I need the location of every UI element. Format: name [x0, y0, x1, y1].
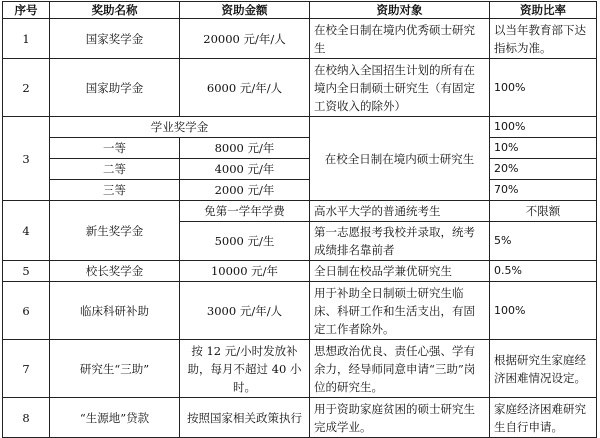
row-name: 研究生“三助”: [50, 340, 180, 398]
table-row: [3, 340, 597, 398]
sub-target: 高水平大学的普通统考生: [310, 201, 490, 222]
sub-target: 第一志愿报考我校并录取，统考成绩排名靠前者: [310, 222, 490, 261]
row-target: 在校全日制在境内优秀硕士研究生: [310, 19, 490, 59]
level-ratio: 20%: [490, 159, 597, 180]
table-row: [3, 159, 597, 180]
level-ratio: 70%: [490, 180, 597, 201]
row-ratio: 以当年教育部下达指标为准。: [490, 19, 597, 59]
header-ratio: 资助比率: [490, 2, 597, 19]
row-name: 学业奖学金: [50, 117, 310, 138]
level-label: 三等: [50, 180, 180, 201]
sub-amount: 5000 元/生: [180, 222, 310, 261]
row-name: 临床科研补助: [50, 282, 180, 340]
row-target: 在校全日制在境内硕士研究生: [310, 117, 490, 201]
row-ratio: 100%: [490, 59, 597, 117]
row-target: 思想政治优良、责任心强、学有余力，经导师同意申请“三助”岗位的研究生。: [310, 340, 490, 398]
header-name: 奖助名称: [50, 2, 180, 19]
sub-amount: 免第一学年学费: [180, 201, 310, 222]
row-no: 2: [3, 59, 50, 117]
row-no: 7: [3, 340, 50, 398]
table-row: [3, 180, 597, 201]
table-row: [3, 117, 597, 138]
row-no: 6: [3, 282, 50, 340]
row-name: 国家助学金: [50, 59, 180, 117]
row-no: 1: [3, 19, 50, 59]
level-label: 一等: [50, 138, 180, 159]
row-amount: 按照国家相关政策执行: [180, 398, 310, 438]
row-amount: 3000 元/年/人: [180, 282, 310, 340]
row-amount: 按 12 元/小时发放补助，每月不超过 40 小时。: [180, 340, 310, 398]
header-target: 资助对象: [310, 2, 490, 19]
row-no: 4: [3, 201, 50, 261]
header-amount: 资助金额: [180, 2, 310, 19]
sub-ratio: 不限额: [490, 201, 597, 222]
row-no: 8: [3, 398, 50, 438]
row-ratio: 0.5%: [490, 261, 597, 282]
scholarship-table: [2, 1, 597, 438]
level-amount: 8000 元/年: [180, 138, 310, 159]
header-no: 序号: [3, 2, 50, 19]
row-target: 在校纳入全国招生计划的所有在境内全日制硕士研究生（有固定工资收入的除外）: [310, 59, 490, 117]
row-ratio: 根据研究生家庭经济困难情况设定。: [490, 340, 597, 398]
table-row: [3, 261, 597, 282]
sub-ratio: 5%: [490, 222, 597, 261]
row-no: 3: [3, 117, 50, 201]
row-name: 国家奖学金: [50, 19, 180, 59]
row-target: 用于补助全日制硕士研究生临床、科研工作和生活支出，有固定工作者除外。: [310, 282, 490, 340]
level-ratio: 10%: [490, 138, 597, 159]
row-ratio: 100%: [490, 117, 597, 138]
row-amount: 6000 元/年/人: [180, 59, 310, 117]
table-row: [3, 138, 597, 159]
table-header-row: [3, 2, 597, 19]
level-amount: 2000 元/年: [180, 180, 310, 201]
table-row: [3, 398, 597, 438]
row-target: 全日制在校品学兼优研究生: [310, 261, 490, 282]
table-row: [3, 59, 597, 117]
row-no: 5: [3, 261, 50, 282]
level-amount: 4000 元/年: [180, 159, 310, 180]
table-row: [3, 282, 597, 340]
row-name: 校长奖学金: [50, 261, 180, 282]
table-row: [3, 201, 597, 222]
row-ratio: 100%: [490, 282, 597, 340]
row-name: 新生奖学金: [50, 201, 180, 261]
table-row: [3, 19, 597, 59]
row-ratio: 家庭经济困难研究生自行申请。: [490, 398, 597, 438]
row-amount: 10000 元/年: [180, 261, 310, 282]
level-label: 二等: [50, 159, 180, 180]
row-name: “生源地”贷款: [50, 398, 180, 438]
row-amount: 20000 元/年/人: [180, 19, 310, 59]
row-target: 用于资助家庭贫困的硕士研究生完成学业。: [310, 398, 490, 438]
